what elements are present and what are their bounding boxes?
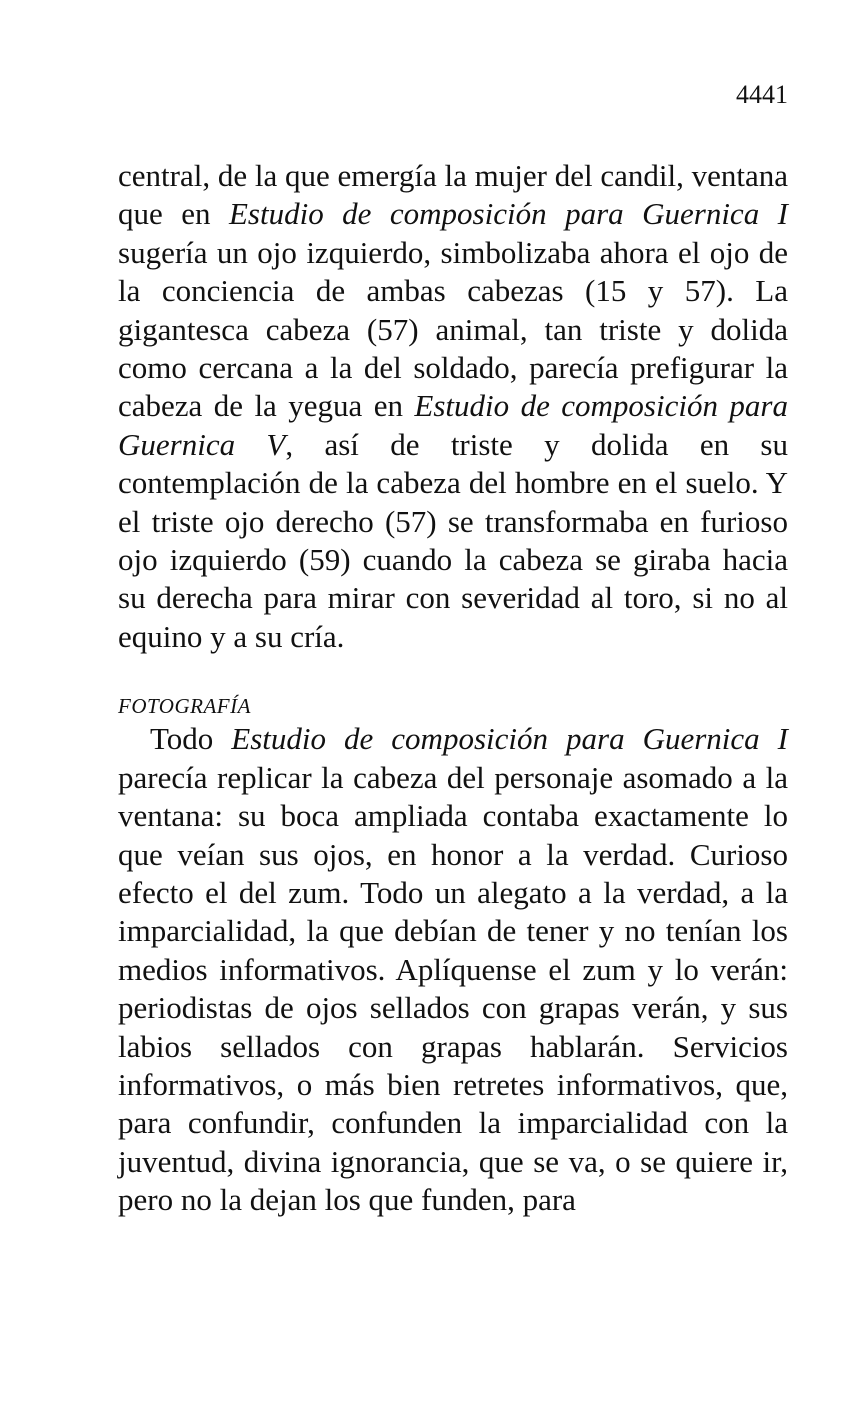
page-number: 4441 xyxy=(736,80,788,109)
artwork-title: Estudio de composición para Guernica I xyxy=(231,721,788,757)
paragraph-text: Todo xyxy=(150,721,232,757)
paragraph-text: , así de triste y dolida en su contemplación de la cabeza del hombre en el suelo. Y el triste ojo derecho (57) se transformaba en furioso ojo izquierdo (59) cuando la cabeza se giraba hacia su derecha para mirar con severidad al toro, si no al equino y a su cría. xyxy=(118,426,788,654)
paragraph-text: central, de la que emergía la mujer del candil, ventana que en xyxy=(118,158,788,232)
paragraph xyxy=(118,720,788,1219)
section-heading: FOTOGRAFÍA xyxy=(118,694,251,719)
paragraph-continuation xyxy=(118,157,788,656)
paragraph-text: parecía replicar la cabeza del personaje asomado a la ventana: su boca ampliada contaba exactamente lo que veían sus ojos, en honor a la verdad. Curioso efecto el del zum. Todo un alegato a la verdad, a la imparcialidad, la que debían de tener y no tenían los medios informativos. Aplíquense el zum y lo verán: periodistas de ojos sellados con grapas verán, y sus labios sellados con grapas hablarán. Servicios informativos, o más bien retretes informativos, que, para confundir, confunden la imparcialidad con la juventud, divina ignorancia, que se va, o se quiere ir, pero no la dejan los que funden, para xyxy=(118,759,788,1218)
artwork-title: Estudio de composición para Guernica V xyxy=(118,388,788,462)
paragraph-text: sugería un ojo izquierdo, simbolizaba ahora el ojo de la conciencia de ambas cabezas (15 y 57). La gigantesca cabeza (57) animal, tan triste y dolida como cercana a la del soldado, parecía prefigurar la cabeza de la yegua en xyxy=(118,234,788,424)
artwork-title: Estudio de composición para Guernica I xyxy=(228,196,788,232)
page-body xyxy=(118,157,788,1220)
